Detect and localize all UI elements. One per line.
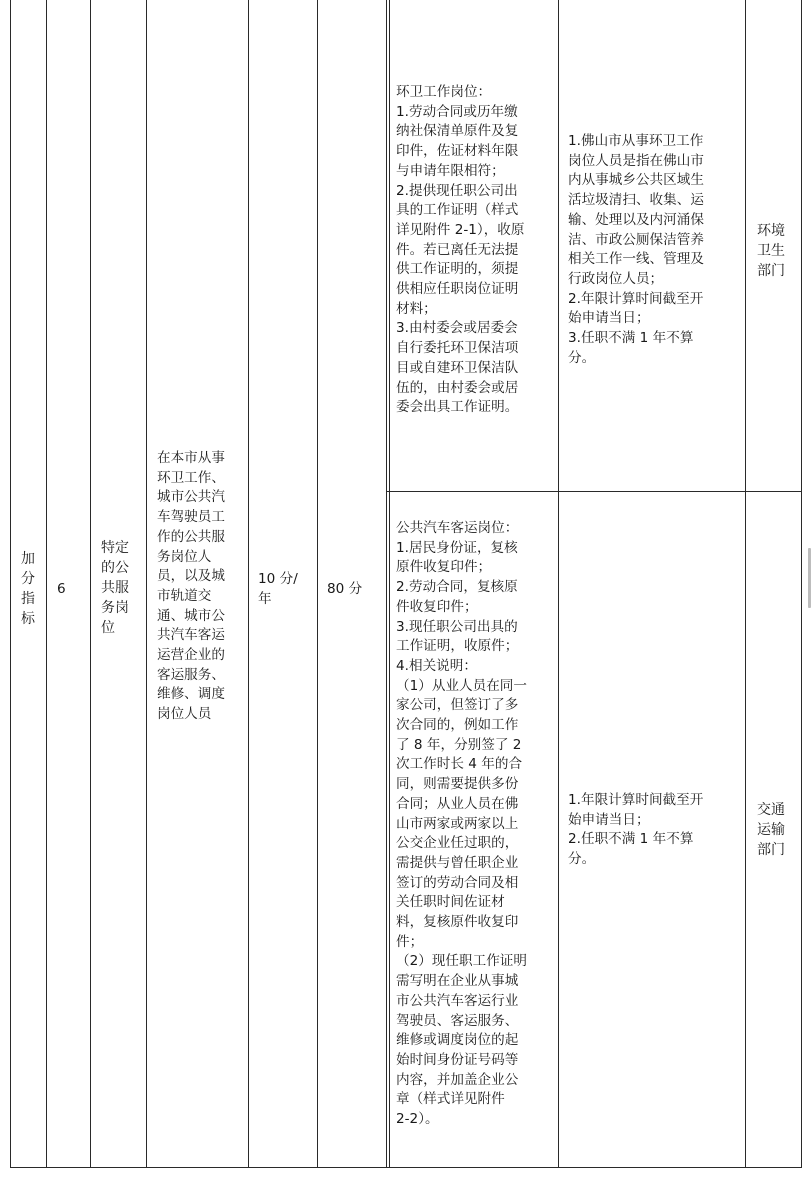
department-cell [757,221,797,281]
column-divider [389,0,390,1168]
column-divider [146,0,147,1168]
notes-cell: 1.佛山市从事环卫工作 岗位人员是指在佛山市 内从事城乡公共区域生 活垃圾清扫、收集、运 输、处理以及内河涌保 洁、市政公厕保洁管养 相关工作一线、管理及 行政岗位人员； 2.年限计算时间截至开 始申请当日； 3.任职不满 1 年不算 分。 [568,133,704,366]
column-divider [386,0,387,1168]
column-divider [745,0,746,1168]
department-cell [757,800,797,860]
materials-cell: 公共汽车客运岗位： 1.居民身份证，复核 原件收复印件； 2.劳动合同，复核原 件收复印件； 3.现任职公司出具的 工作证明，收原件； 4.相关说明： （1）从业人员在同一 家公司，但签订了多 次合同的，例如工作 了 8 年，分别签了 2 次工作时长 4 年的合 同，则需要提供多份 合同；从业人员在佛 山市两家或两家以上 公交企业任过职的， 需提供与曾任职企业 签订的劳动合同及相 关任职时间佐证材 料，复核原件收复印 件； （2）现任职工作证明 需写明在企业从事城 市公共汽车客运行业 驾驶员、客运服务、 维修或调度岗位的起 始时间身份证号码等 内容，并加盖企业公 章（样式详见附件 2-2）。 [396,520,527,1128]
number-cell: 6 [57,581,66,597]
score-rate-cell: 10 分/ 年 [258,571,298,607]
department-line: 部门 [757,263,785,279]
item-line: 的公 [101,560,129,576]
column-divider [317,0,318,1168]
description-cell: 在本市从事 环卫工作、 城市公共汽 车驾驶员工 作的公共服 务岗位人 员，以及城 市轨道交 通、城市公 共汽车客运 运营企业的 客运服务、 维修、调度 岗位人员 [157,450,225,723]
item-line: 位 [101,620,115,636]
item-line: 特定 [101,540,129,556]
sub-row-divider [386,491,802,492]
column-divider [90,0,91,1168]
max-score-cell: 80 分 [327,581,363,597]
column-divider [248,0,249,1168]
category-char: 加 [21,551,35,567]
item-cell [101,538,141,638]
materials-cell: 环卫工作岗位： 1.劳动合同或历年缴 纳社保清单原件及复 印件，佐证材料年限 与申请年限相符； 2.提供现任职公司出 具的工作证明（样式 详见附件 2-1），收原 件。若已离任无法提 供工作证明的，须提 供相应任职岗位证明 材料； 3.由村委会或居委会 自行委托环卫保洁项 目或自建环卫保洁队 伍的，由村委会或居 委会出具工作证明。 [396,84,525,416]
category-char: 分 [21,571,35,587]
department-line: 环境 [757,223,785,239]
notes-cell: 1.年限计算时间截至开 始申请当日； 2.任职不满 1 年不算 分。 [568,792,704,868]
category-char: 指 [21,591,35,607]
department-line: 卫生 [757,243,785,259]
category-char: 标 [21,611,35,627]
table-border-right [801,0,802,1168]
item-line: 务岗 [101,600,129,616]
department-line: 部门 [757,842,785,858]
table-border-bottom [10,1167,802,1168]
table-border-left [10,0,11,1168]
category-cell [21,549,41,629]
department-line: 运输 [757,822,785,838]
column-divider [46,0,47,1168]
department-line: 交通 [757,802,785,818]
column-divider [558,0,559,1168]
item-line: 共服 [101,580,129,596]
